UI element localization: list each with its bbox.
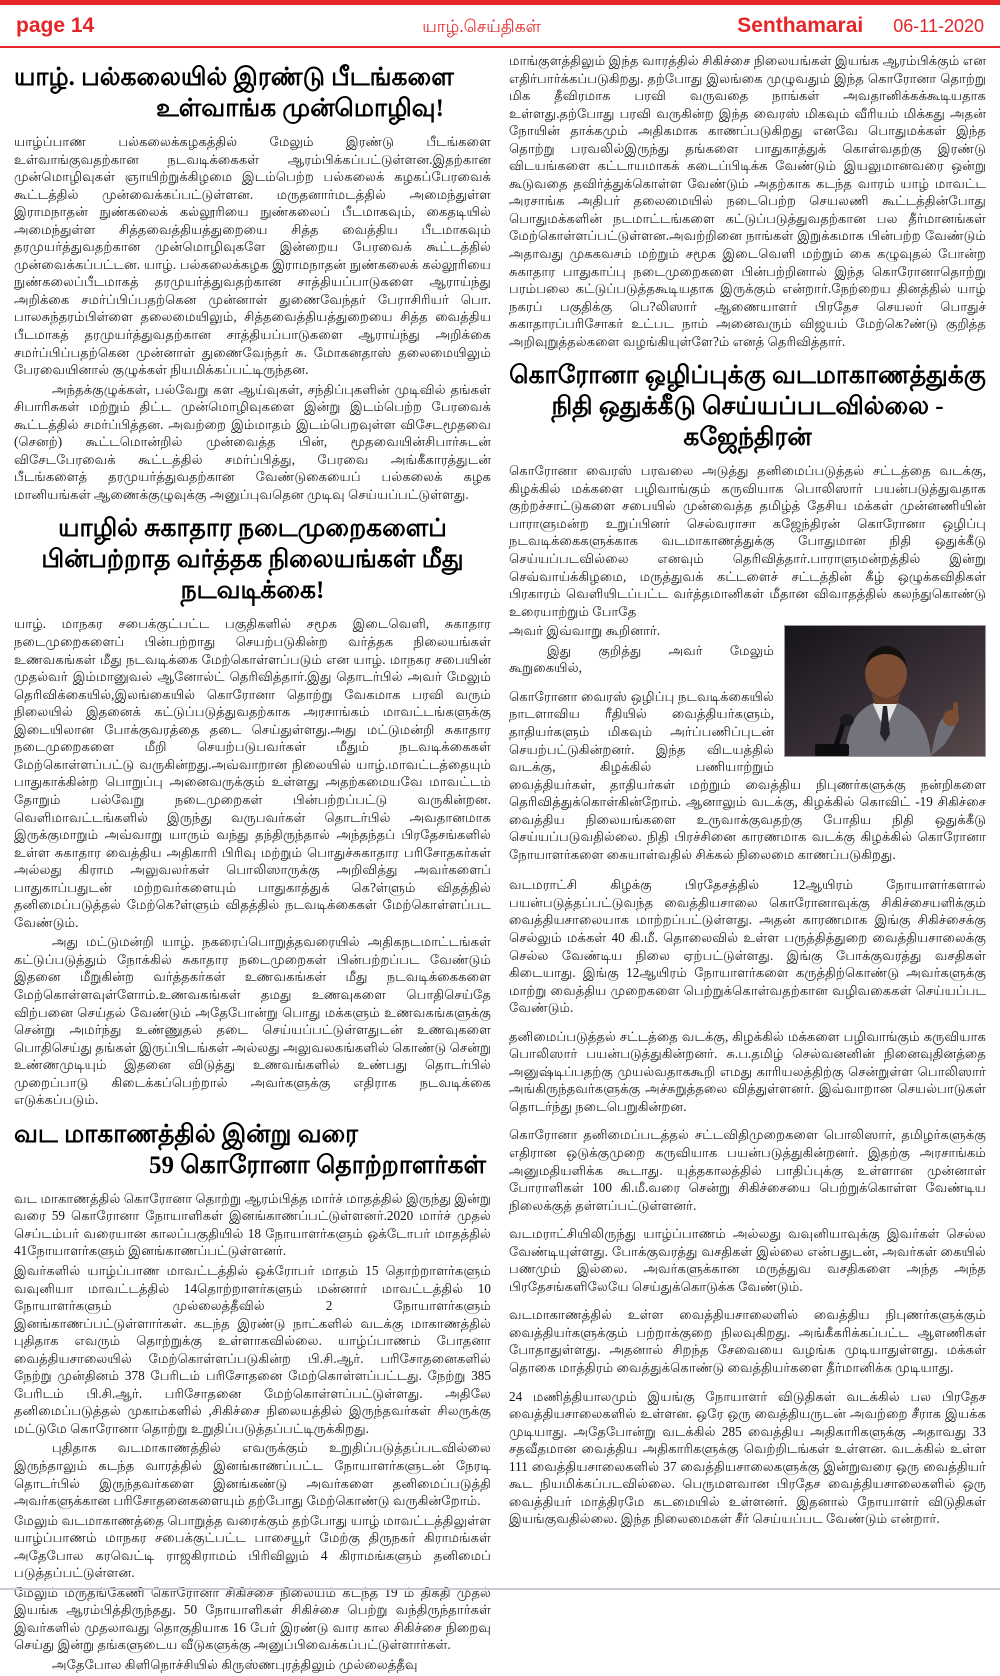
- bottom-rule: [0, 1588, 1000, 1590]
- issue-date: 06-11-2020: [893, 16, 984, 36]
- article-paragraph: யாழ். மாநகர சபைக்குட்பட்ட பகுதிகளில் சமூக இடைவெளி, சுகாதார நடைமுறைகளைப் பின்பற்றாது செயற்படுகின்ற வர்த்தக நிலையங்கள் உணவகங்கள் மீது நடவடிக்கை மேற்கொள்ளப்படும் என யாழ். மாநகர சபையின் முதல்வர் இம்மானுவல் ஆனோல்ட் தெரிவித்தார்.இது தொடர்பில் அவர் மேலும் தெரிவிக்கையில்,இலங்கையில் கொரோனா தொற்று வேகமாக பரவி வரும் நிலையில் இதனைக் கட்டுப்படுத்துவதற்காக அரசாங்கம் மாவட்டங்களுக்கு இடையிலான போக்குவரத்தை தடை செய்துள்ளது.அது மட்டுமன்றி சுகாதார நடைமுறைகளை மீறி செயற்படுபவர்கள் மீதும் நடவடிக்கைகள் மேற்கொள்ளப்பட்டு வருகின்றது.அவ்வாறான நிலையில் யாழ்.மாவட்டத்தையும் பாதுகாக்கின்ற பொறுப்பு அனைவருக்கும் உள்ளது அதற்கமையவே மாவட்டம் தோறும் பல்வேறு நடைமுறைகள் பின்பற்றப்பட்டு வருகின்றன. வெளிமாவட்டங்களில் இருந்து வருபவர்கள் தொடர்பில் அவதானமாக இருக்குமாறும் அவ்வாறு யாரும் வந்து தந்திருந்தால் அந்தந்தப் பிரதேசங்களில் உள்ள சுகாதார வைத்திய அதிகாரி பிரிவு மற்றும் பொதுச்சுகாதார பரிசோதகர்கள் அல்லது கிராம அலுவலர்கள் பொலிஸாருக்கு அறிவித்து அவர்களைப் பாதுகாப்பதுடன் மற்றவர்களையும் பாதுகாத்துக் கெ?ள்ளும் விதத்தில் தனிமைப்படுத்தல் மேற்கெ?ள்ளும் விதத்தில் நடவடிக்கைகள் மேற்கொள்ளப்பட வேண்டும்.: [14, 616, 491, 930]
- article-paragraph: மேலும் வடமாகாணத்தை பொறுத்த வரைக்கும் தற்போது யாழ் மாவட்டத்திலுள்ள யாழ்ப்பாணம் மாநகர சபைக்குட்பட்ட பாசையூர் மேற்கு திருநகர் கிராமங்கள் அதேபோல கரவெட்டி ராஜகிராமம் பிரிவிலும் 4 கிராமங்களும் தனிமைப் படுத்தப்பட்டுள்ளன.: [14, 1512, 491, 1581]
- article-headline: [14, 62, 491, 124]
- speaker-photo: [784, 625, 986, 757]
- article-paragraph: வட மாகாணத்தில் கொரோனா தொற்று ஆரம்பித்த மார்ச் மாதத்தில் இருந்து இன்று வரை 59 கொரோனா நோயாளிகள் இனங்காணப்பட்டுள்ளனர்.2020 மார்ச் முதல் செப்டம்பர் வரையான காலப்பகுதியில் 18 நோயாளர்களும் ஒக்டோபர் மாதத்தில் 41நோயாளர்களும் இனங்காணப்பட்டுள்ளனர்.: [14, 1190, 491, 1259]
- article-lead-paragraph: கொரோனா வைரஸ் பரவலை அடுத்து தனிமைப்படுத்தல் சட்டத்தை வடக்கு, கிழக்கில் மக்களை பழிவாங்கும் கருவியாக பொலிஸார் பயன்படுத்துவதாக குற்றச்சாட்டுகளை சபையில் முன்வைத்த தமிழ்த் தேசிய மக்கள் முன்னணியின் பாராளுமன்ற உறுப்பினர் செல்வராசா கஜேந்திரன் கொரோனா ஒழிப்பு நடவடிக்கைகளுக்காக வடமாகாணத்துக்கு போதுமான நிதி ஒதுக்கீடு செய்யப்படவில்லை எனவும் தெரிவித்தார்.பாராளுமன்றத்தில் இன்று செவ்வாய்க்கிழமை, மருத்துவக் கட்டளைச் சட்டத்தின் கீழ் ஒழுக்கவிதிகள் பிரகாரம் வெளியிடப்பட்ட வர்த்தமானிகள் மீதான விவாதத்தில் கலந்துகொண்டு உரையாற்றும் போதே: [509, 463, 986, 619]
- article-paragraph: யாழ்ப்பாண பல்கலைக்கழகத்தில் மேலும் இரண்டு பீடங்களை உள்வாங்குவதற்கான நடவடிக்கைகள் ஆரம்பிக்கப்பட்டுள்ளன.இதற்கான முன்மொழிவுகள் ஞாயிற்றுக்கிழமை இடம்பெற்ற பல்கலைக் கழகப்பேரவைக் கூட்டத்தில் முன்வைக்கப்பட்டுள்ளன. மருதனார்மடத்தில் அமைந்துள்ள இராமநாதன் நுண்கலைக் கல்லூரியை நுண்கலைப் பீடமாகவும், கைதடியில் அமைந்துள்ள சித்தவைத்தியத்துறையை சித்த வைத்திய பீடமாகவும் தரமுயர்த்துவதற்கான முன்மொழிவுகளே இன்றைய பேரவைக் கூட்டத்தில் முன்வைக்கப்பட்டன. யாழ். பல்கலைக்கழக இராமநாதன் நுண்கலைக் கல்லூரியை நுண்கலைப்பீடமாகத் தரமுயர்த்துவதற்கான சாத்தியப்பாடுகளை ஆராய்ந்து அறிக்கை சமர்ப்பிப்பதற்கென முன்னாள் துணைவேந்தர் பேராசிரியர் பொ. பாலசுந்தரம்பிள்ளை தலைமையிலும், சித்தவைத்தியத்துறையை சித்த வைத்திய பீடமாகத் தரமுயர்த்துவதற்கான சாத்தியப்பாடுகளை ஆராய்ந்து அறிக்கை சமர்ப்பிப்பதற்கென முன்னாள் துணைவேந்தர் சு. மோகனதாஸ் தலைமையிலும் பேரவையினால் குழுக்கள் நியமிக்கப்பட்டிருந்தன.: [14, 134, 491, 378]
- headline-line: கொரோனா ஒழிப்புக்கு வடமாகாணத்துக்கு: [509, 362, 986, 390]
- page-header: [0, 5, 1000, 48]
- article-paragraph: மேலும் மருதங்கேணி கொரோனா சிகிச்சை நிலையம் கடந்த 19 ம் திகதி முதல் இயங்க ஆரம்பித்திருந்தது. 50 நோயாளிகள் சிகிச்சை பெற்று வந்திருந்தார்கள் இவர்களில் முதலாவது தொகுதியாக 16 பேர் இரண்டு வார கால சிகிச்சை நிறைவு செய்து இன்று தங்களுடைய வீடுகளுக்கு அனுப்பிவைக்கப்பட்டுள்ளார்கள்.: [14, 1584, 491, 1653]
- article-corona-cases-count: [14, 1119, 491, 1674]
- headline-line: வட மாகாணத்தில் இன்று வரை: [14, 1120, 359, 1148]
- headline-line: நிதி ஒதுக்கீடு செய்யப்படவில்லை - கஜேந்திரன்: [551, 393, 944, 452]
- headline-line: பின்பற்றாத வர்த்தக நிலையங்கள் மீது நடவடிக்கை!: [41, 546, 464, 605]
- section-title: யாழ்.செய்திகள்: [422, 17, 541, 36]
- article-paragraph: அது மட்டுமன்றி யாழ். நகரைப்பொறுத்தவரையில் அதிகநடமாட்டங்கள் கட்டுப்படுத்தும் நோக்கில் சுகாதார நடைமுறைகள் பின்பற்றப்பட வேண்டும் இதனை மீறுகின்ற வர்த்தகர்கள் உணவகங்கள் மீது நடவடிக்கைகளை மேற்கொள்ளவுள்ளோம்.உணவகங்கள் தமது உணவுகளை பொதிசெய்தே விற்பனை செய்தல் வேண்டும் அதேபோன்று பொது மக்களும் உணவகங்களுக்கு சென்று அமர்ந்து உண்ணுதல் தடை செய்யப்பட்டுள்ளதுடன் உணவுகளை பொதிசெய்து தங்கள் இருப்பிடங்கள் அல்லது அலுவலகங்களில் கொண்டு சென்று உண்ணமுடியும் இதனை விடுத்து உணவங்களில் உண்பது தொடர்பில் முறைப்பாடு கிடைக்கப்பெற்றால் அவர்களுக்கு எதிராக நடவடிக்கை எடுக்கப்படும்.: [14, 934, 491, 1108]
- newspaper-name: Senthamarai: [737, 14, 864, 37]
- headline-line: யாழில் சுகாதார நடைமுறைகளைப்: [58, 515, 447, 543]
- article-paragraph: கொரோனா தனிமைப்படத்தல் சட்டவிதிமுறைகளை பொலிஸார், தமிழர்களுக்கு எதிரான ஒடுக்குமுறை கருவியாக பயன்படுத்துகின்றனர். இதற்கு அரசாங்கம் அனுமதியளிக்க கூடாது. யுத்தகாலத்தில் பாதிப்புக்கு உள்ளான முன்னாள் போராளிகள் 100 கி.மீ.வரை சென்று சிகிச்சையை பெற்றுக்கொள்ள வேண்டிய நிலைக்குத் தள்ளப்பட்டுள்ளனர்.: [509, 1127, 986, 1213]
- headline-line: 59 கொரோனா தொற்றாளர்கள்: [148, 1151, 487, 1179]
- headline-line: உள்வாங்க முன்மொழிவு!: [156, 95, 444, 122]
- article-paragraph: தனிமைப்படுத்தல் சட்டத்தை வடக்கு, கிழக்கில் மக்களை பழிவாங்கும் கருவியாக பொலிஸார் பயன்படுத்துகின்றனர். சு.ப.தமிழ் செல்வனனின் நினைவுதினத்தை அனுஷ்டிப்பதற்கு முயல்வதாககூறி எமது காரியலத்திற்கு சென்றுள்ள பொலிஸார் அங்கிருந்தவர்களுக்கு அச்சுறுத்தலை வித்துள்ளனர். இவ்வாறான செயல்பாடுகள் தொடர்ந்து நடைபெறுகின்றன.: [509, 1028, 986, 1114]
- right-column: [509, 52, 986, 1676]
- article-paragraph: வடமராட்சியிலிருந்து யாழ்ப்பாணம் அல்லது வவுனியாவுக்கு இவர்கள் செல்ல வேண்டியுள்ளது. போக்குவரத்து வசதிகள் இல்லை என்பதுடன், அவர்கள் கையில் பணமும் இல்லை. அவர்களுக்கான மருத்துவ வசதிகளை அந்த அந்த பிரதேசங்களிலேயே செய்துக்கொடுக்க வேண்டும்.: [509, 1226, 986, 1294]
- article-paragraph: 24 மணித்தியாலமும் இயங்கு நோயாளர் விடுதிகள் வடக்கில் பல பிரதேச வைத்தியசாலைகளில் உள்ளன. ஒரே ஒரு வைத்தியருடன் அவற்றை சீராக இயக்க முடியாது. அதேபோன்று வடக்கில் 285 வைத்திய அதிகாரிகளுக்கு அதாவது 33 சதவீதமான வைத்திய அதிகாரிகளுக்கு வெற்றிடங்கள் உள்ளன. வடக்கில் உள்ள 111 வைத்தியசாலைகளில் 37 வைத்தியசாலைகளுக்கு இன்றுவரை ஒரு வைத்தியர் கூட நியமிக்கப்படவில்லை. பெருமளவான பிரதேச வைத்தியசாலைகளில் ஒரு வைத்தியர் மாத்திரமே கடமையில் உள்ளனர். இதனால் நோயாளர் விடுதிகள் இயங்குவதில்லை. இந்த நிலைமைகள் சீர் செய்யப்பட வேண்டும் என்றார்.: [509, 1388, 986, 1527]
- headline-line: யாழ். பல்கலையில் இரண்டு பீடங்களை: [14, 64, 454, 91]
- left-column: [14, 52, 491, 1676]
- article-paragraph: புதிதாக வடமாகாணத்தில் எவருக்கும் உறுதிப்படுத்தப்படவில்லை இருந்தாலும் கடந்த வாரத்தில் இனங்காணப்பட்ட நோயாளர்களுடன் நேரடி தொடர்பில் இருந்தவர்களை இனங்கண்டு அவர்களை தனிமைப்படுத்தி அவர்களுக்கான பரிசோதனைகளையும் தற்போது மேற்கொண்டு வருகின்றோம்.: [14, 1440, 491, 1509]
- article-funds-not-allocated: [509, 360, 986, 1528]
- page-number-label: page 14: [16, 14, 95, 37]
- article-paragraph: வடமராட்சி கிழக்கு பிரதேசத்தில் 12ஆயிரம் நோயாளர்களால் பயன்படுத்தப்பட்டுவந்த வைத்தியசாலை கொரோனாவுக்கு சிகிச்சையளிக்கும் வைத்தியசாலையாக மாற்றப்பட்டுள்ளது. அதன் காரணமாக இங்கு சிகிச்சைக்கு செல்லும் மக்கள் 40 கி.மீ. தொலைவில் உள்ள பருத்தித்துறை வைத்தியசாலைக்கு செல்ல வேண்டிய நிலை ஏற்பட்டுள்ளது. இங்கு போக்குவரத்து வசதிகள் கிடையாது. இங்கு 12ஆயிரம் நோயாளர்களை கருத்திற்கொண்டு அவர்களுக்கு மாற்று வைத்திய முறைகளை பெற்றுக்கொள்வதற்கான வழிவகைகள் செய்யப்பட வேண்டும்.: [509, 877, 986, 1016]
- article-paragraph: இது குறித்து அவர் மேலும் கூறுகையில்,: [509, 642, 774, 676]
- article-paragraph: கொரோனா வைரஸ் ஒழிப்பு நடவடிக்கையில் நாடளாவிய ரீதியில் வைத்தியர்களும், தாதியர்களும் மிகவும் அர்ப்பணிப்புடன் செயற்பட்டுகின்றனர். இந்த விடயத்தில் வடக்கு, கிழக்கில் பணியாற்றும் வைத்தியர்கள், தாதியர்கள் மற்றும் வைத்திய நிபுணர்களுக்கு நன்றிகளை தெரிவித்துக்கொள்கின்றோம். ஆனாலும் வடக்கு, கிழக்கில் கொவிட் -19 சிகிச்சை வைத்திய நிலையங்களை உருவாக்குவதற்கு போதிய நிதி ஒதுக்கீடு செய்யப்படுவதில்லை. நிதி பிரச்சினை காரணமாக வடக்கு கிழக்கில் கொரோனா நோயாளர்களை கையாள்வதில் சிக்கல் நிலைமை காணப்படுகிறது.: [509, 688, 986, 862]
- article-headline: [509, 360, 986, 453]
- article-headline: [14, 513, 491, 606]
- article-paragraph: இவர்களில் யாழ்ப்பாண மாவட்டத்தில் ஒக்ரோபர் மாதம் 15 தொற்றாளர்களும் வவுனியா மாவட்டத்தில் 14தொற்றாளர்களும் மன்னார் மாவட்டத்தில் 10 நோயாளர்களும் முல்லைத்தீவில் 2 நோயாளர்களும் இனங்காணப்பட்டுள்ளார்கள். கடந்த இரண்டு நாட்களில் வடக்கு மாகாணத்தில் புதிதாக எவரும் தொற்றுக்கு உள்ளாகவில்லை. யாழ்ப்பாணம் போதனா வைத்தியசாலையில் மேற்கொள்ளப்படுகின்ற பி.சி.ஆர். பரிசோதனைகளில் நேற்று முன்தினம் 378 பேரிடம் பரிசோதனை மேற்கொள்ளப்பட்டது. நேற்று 385 பேரிடம் பி.சி.ஆர். பரிசோதனை மேற்கொள்ளப்பட்டுள்ளது. அதிலே தனிமைப்படுத்தல் முகாம்களில் ,சிகிச்சை நிலையத்தில் இருந்தவர்கள் சிலருக்கு மட்டுமே கொரோனா தொற்று உறுதிப்படுத்தப்பட்டிருக்கிறது.: [14, 1262, 491, 1436]
- article-continuation-paragraph: மாங்குளத்திலும் இந்த வாரத்தில் சிகிச்சை நிலையங்கள் இயங்க ஆரம்பிக்கும் என எதிர்பார்க்கப்படுகிறது. தற்போது இலங்கை முழுவதும் இந்த கொரோனா தொற்று மிக தீவிரமாக பரவி வருவதை நாங்கள் அவதானிக்கக்கூடியதாக உள்ளது.தற்போது பரவி வருகின்ற இந்த வைரஸ் மிகவும் வீரியம் மிக்கது அதன் நோயின் தாக்கமும் அதிகமாக காணப்படுகிறது எனவே பொதுமக்கள் இந்த தொற்று பரவலில்இருந்து தங்களை பாதுகாத்துக் கொள்வதற்கு இரண்டு விடயங்களை கட்டாயமாகக் கடைப்பிடிக்க வேண்டும் இயலுமானவரை ஒன்று கூடுவதை தவிர்த்துக்கொள்ள வேண்டும் அதற்காக கடந்த வாரம் யாழ் மாவட்ட அரசாங்க அதிபர் தலைமையில் நடைபெற்ற செயலணி கூட்டத்தின்போது பொதுமக்களின் நடமாட்டங்களை கட்டுப்படுத்துவதற்கான பல தீர்மானங்கள் மேற்கொள்ளப்பட்டுள்ளன.அவற்றினை நாங்கள் இறுக்கமாக பின்பற்ற வேண்டும் அதாவது முககவசம் மற்றும் சமூக இடைவெளி மற்றும் கை கழுவுதல் போன்ற சுகாதார பாதுகாப்பு நடைமுறைகளை பின்பற்றினால் இந்த கொரோனாதொற்று பரம்பலை கட்டுப்படுத்தகூடியதாக இருக்கும் என்றார்.நேற்றைய தினத்தில் யாழ் நகரப் பகுதிக்கு பெ?லிஸார் ஆணையாளர் பிரதேச செயலர் பொதுச் சுகாதாரப்பரிசோகர் உட்பட நாம் அனைவரும் விஜயம் மேற்கெ?ண்டு குறித்த அறிவுறுத்தல்களை வழங்கியுள்ளே?ம் எனத் தெரிவித்தார்.: [509, 53, 986, 349]
- article-headline: [14, 1119, 491, 1181]
- article-paragraph: அதேபோல கிளிநொச்சியில் கிருஸ்ணபுரத்திலும் முல்லைத்தீவு: [52, 1657, 418, 1673]
- article-health-guidelines-action: [14, 513, 491, 1108]
- article-paragraph: வடமாகாணத்தில் உள்ள வைத்தியசாலைளில் வைத்திய நிபுணர்களுக்கும் வைத்தியர்களுக்கும் பற்றாக்குறை நிலவுகிறது. அங்கீகரிக்கப்பட்ட ஆளணிகள் போதாதுள்ளது. அதனால் சிறந்த சேவையை வழங்க முடியாதுள்ளது. மக்கள் தொகை மாத்திரம் வைத்துக்கொண்டு வைத்தியர்களை தீர்மானிக்க முடியாது.: [509, 1307, 986, 1375]
- article-paragraph: அவர் இவ்வாறு கூறினார்.: [509, 623, 661, 639]
- article-paragraph: அந்தக்குழுக்கள், பல்வேறு கள ஆய்வுகள், சந்திப்புகளின் முடிவில் தங்கள் சிபாரிசுகள் மற்றும் திட்ட முன்மொழிவுகளை இன்று இடம்பெற்ற பேரவைக் கூட்டத்தில் சமர்ப்பித்தன. அவற்றை இம்மாதம் இடம்பெறவுள்ள விசேடமூதவை (செனற்) கூட்டமொன்றில் முன்வைத்த பின், மூதவையின்சிபார்சுடன் விசேடபேரவைக் கூட்டத்தில் சமர்ப்பித்து, பேரவை அங்கீகாரத்துடன் பீடங்களைத் தரமுயர்த்துவதற்கான வேண்டுகையைப் பல்கலைக் கழக மானியங்கள் ஆணைக்குழுவுக்கு அனுப்புவதென முடிவு செய்யப்பட்டுள்ளது.: [14, 381, 491, 502]
- article-university-faculties: [14, 62, 491, 503]
- speaker-photo-image: [785, 626, 985, 756]
- page-content: [0, 48, 1000, 1676]
